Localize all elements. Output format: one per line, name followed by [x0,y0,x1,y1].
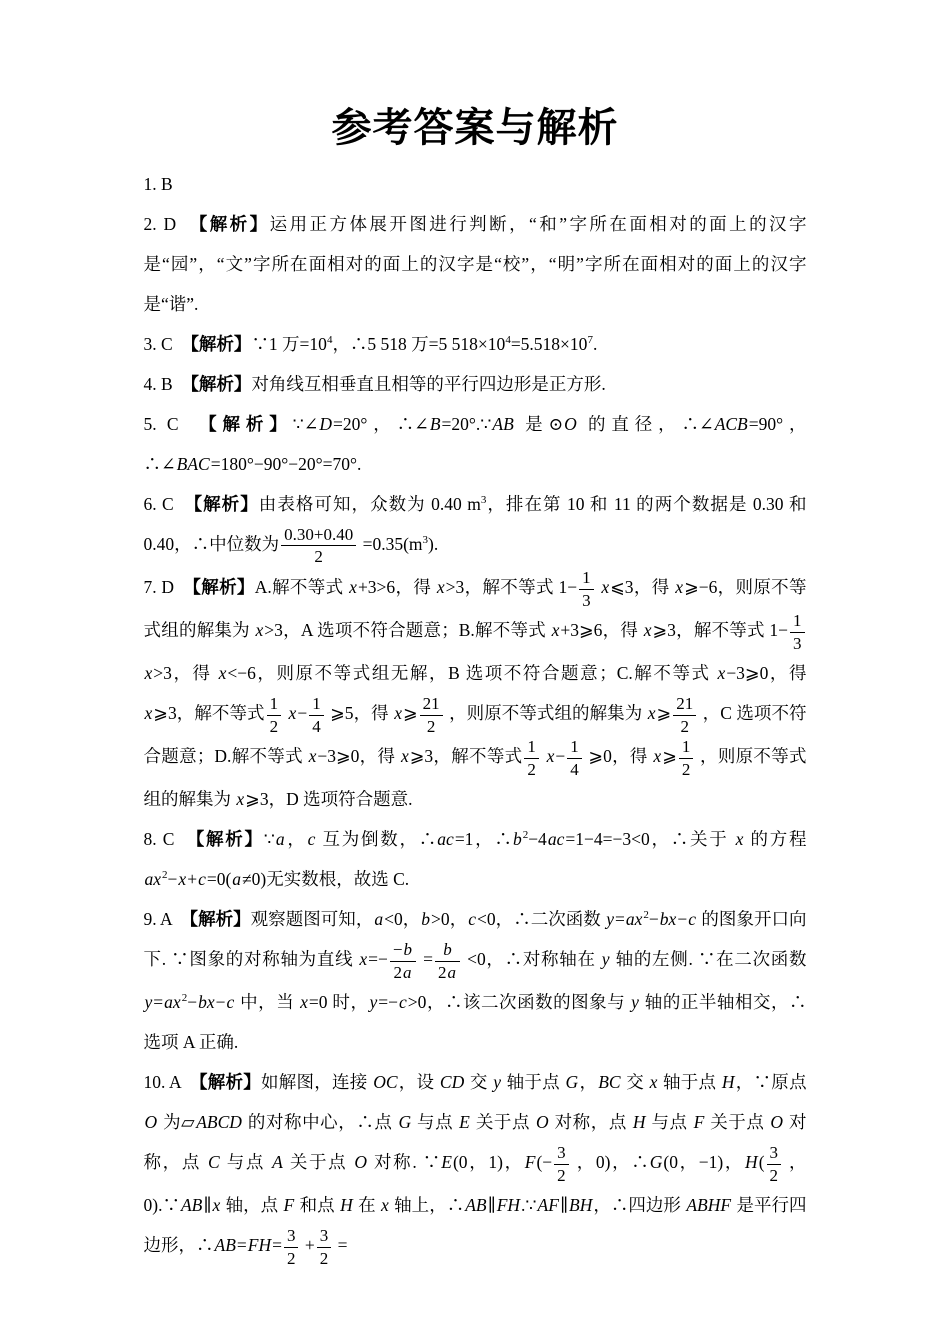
fraction-denominator: 4 [312,716,321,736]
fraction-denominator: 2 [681,759,691,779]
math-variable: ACB [714,414,748,434]
fraction-numerator: 1 [267,694,282,716]
analysis-label: 【解析】 [193,494,259,514]
fraction-numerator [435,940,460,962]
fraction-denominator: 2 [527,759,536,779]
math-variable: x [288,703,297,724]
math-variable: a [447,962,456,982]
fraction-numerator: 21 [673,694,696,716]
fraction [567,737,582,779]
math-variable: x [717,663,726,684]
math-variable: G [565,1072,579,1093]
fraction-denominator: 3 [582,590,591,610]
fraction-numerator: 1 [524,737,539,759]
math-variable: b [403,940,413,960]
math-variable: c [688,909,696,930]
fraction [281,525,356,567]
math-variable: ABHF [686,1195,732,1216]
fraction [435,940,460,982]
math-variable: b [443,940,452,960]
math-variable: x [546,746,555,767]
analysis-label: 【解析】 [192,577,255,598]
math-variable: O [564,414,577,434]
answer-item-6: 6. C 【解析】由表格可知，众数为 0.40 $m^3$，排在第 10 和 11 的两个数据是 0.30 和 0.40，∴中位数为 $\frac{0.30+0.40}{2}$ $=0.35(m^3)$. [143,494,807,567]
math-variable: BH [569,1195,593,1216]
math-variable: y [631,992,639,1013]
math-variable: ax [164,992,181,1013]
fraction [554,1143,569,1185]
math-variable: F [283,1195,295,1216]
fraction-denominator: 2 [680,716,689,736]
fraction-denominator: 2 [286,1248,296,1268]
math-variable: H [745,1152,758,1173]
math-variable: O [770,1112,784,1133]
math-variable: ABCD [196,1112,242,1133]
fraction [673,694,696,736]
fraction-numerator: 3 [767,1143,782,1165]
fraction-denominator: 4 [570,759,579,779]
math-variable: c [468,909,477,930]
math-variable: BAC [176,454,210,474]
math-variable: x [647,703,656,724]
fraction-denominator: 3 [793,633,802,653]
superscript: 2 [643,909,649,922]
fraction-numerator: 1 [579,568,594,590]
analysis-label: 【解析】 [190,334,252,354]
math-variable: a [232,869,242,890]
answer-item-7: 7. D 【解析】A.解不等式 x+3>6，得 x>3，解不等式 1− $\frac{1}{3}$ x⩽3，得 x⩾−6，则原不等式组的解集为 x>3，A 选项不符合题意；B.解不等式 x+3⩾6，得 x⩾3，解不等式 1− $\frac{1}{3}$ x>3，得 x<−6，则原不等式组无解，B 选项不符合题意；C.解不等式 x−3⩾0，得 x⩾3，解不等式 $\frac{1}{2}$ x− $\frac{1}{4}$ ⩾5，得 x⩾ $\frac{21}{2}$ ，则原不等式组的解集为 x⩾ $\frac{21}{2}$ ，C 选项不符合题意；D.解不等式 x−3⩾0，得 x⩾3，解不等式 $\frac{1}{2}$ x− $\frac{1}{4}$ ⩾0，得 x⩾ $\frac{1}{2}$ ，则原不等式组的解集为 x⩾3，D 选项符合题意. [143,567,807,810]
superscript: 3 [480,494,487,507]
math-variable: x [178,869,187,890]
superscript: 2 [522,829,529,842]
superscript: 7 [587,334,593,347]
fraction [524,737,539,779]
fraction [420,694,443,736]
fraction-numerator: 3 [554,1143,569,1165]
fraction-denominator: 2 [319,1248,329,1268]
answer-item-3: 3. C 【解析】∵1 万$=10^4$，∴5 518 万=5 $518\times 10^4=5.518\times 10^7$. [143,334,598,354]
superscript: 4 [505,334,511,347]
fraction-denominator: 2a [393,962,412,982]
math-variable: AB [492,414,514,434]
fraction-numerator: 1 [790,611,805,633]
math-variable: C [208,1152,220,1173]
math-variable: x [601,577,610,598]
math-variable: bx [198,992,215,1013]
analysis-label: 【解析】 [190,374,252,394]
math-variable: OC [373,1072,398,1093]
math-variable: c [307,829,316,850]
math-variable: x [236,789,245,810]
math-variable: G [649,1152,663,1173]
math-variable: O [144,1112,158,1133]
fraction [317,1226,332,1268]
math-variable: O [536,1112,549,1133]
fraction [790,611,805,653]
math-variable: x [394,703,402,724]
fraction-numerator: 21 [420,694,443,716]
math-variable: y [493,1072,502,1093]
fraction [579,568,594,610]
answer-item-10: 10. A 【解析】如解图，连接 OC，设 CD 交 y 轴于点 G，BC 交 x 轴于点 H，∵原点 O 为▱ABCD 的对称中心，∴点 G 与点 E 关于点 O 对称，点 H 与点 F 关于点 O 对称，点 C 与点 A 关于点 O 对称. ∵E(0，1)，F(− $\frac{3}{2}$ ，0)，∴G(0，−1)，H( $\frac{3}{2}$ ，0).∵AB∥x 轴，点 F 和点 H 在 x 轴上，∴AB∥FH.∵AF∥BH，∴四边形 ABHF 是平行四边形，∴AB=FH= $\frac{3}{2}$ + $\frac{3}{2}$ = [143,1072,807,1268]
math-variable: x [649,1072,658,1093]
math-variable: H [632,1112,646,1133]
superscript: 2 [181,992,188,1005]
math-variable: x [308,746,317,767]
fraction [767,1143,782,1185]
fraction-numerator: 3 [284,1226,299,1248]
math-variable: BC [598,1072,621,1093]
math-variable: a [402,962,412,982]
math-variable: E [441,1152,452,1173]
math-variable: F [524,1152,536,1173]
math-variable: ax [144,869,162,890]
math-variable: AB [214,1235,236,1256]
fraction-numerator: −b [390,940,416,962]
fraction-numerator: 1 [567,737,582,759]
answers-list [144,164,807,1268]
math-variable: D [319,414,333,434]
math-variable: ax [625,909,643,930]
math-variable: x [349,577,357,598]
math-variable: c [226,992,235,1013]
math-variable: E [459,1112,470,1133]
math-variable: x [675,577,684,598]
math-variable: x [144,663,153,684]
answer-item-8: 8. C 【解析】∵a，c 互为倒数，∴ac=1，$\therefore b^2-4ac=1-4=-3<0$，∴关于 x 的方程 $ax^2-x+c=0(a\ne 0)$无实数根，故选 C. [143,829,807,890]
math-variable: x [400,746,409,767]
analysis-label: 【解析】 [198,1072,262,1093]
superscript: 3 [422,534,429,547]
math-variable: H [721,1072,735,1093]
math-variable: F [693,1112,705,1133]
math-variable: x [551,620,560,641]
math-variable: FH [247,1235,272,1256]
math-variable: bx [659,909,677,930]
math-variable: c [399,992,407,1013]
fraction-denominator: 2a [437,962,456,982]
math-variable: x [643,620,652,641]
analysis-label: 【解析】 [207,414,293,434]
answer-item-9: 9. A 【解析】观察题图可知，a<0，b>0，c<0，∴二次函数 $y=ax^2-bx-c$ 的图象开口向下. ∵图象的对称轴为直线 x=− $\frac{-b}{2a}$ = $\frac{b}{2a}$ <0，∴对称轴在 y 轴的左侧. ∵在二次函数 $y=ax^2-bx-c$ 中，当 x=0 时，y=−c>0，∴该二次函数的图象与 y 轴的正半轴相交，∴选项 A 正确. [143,909,807,1053]
fraction [390,940,416,982]
answer-item-4: 4. B 【解析】对角线互相垂直且相等的平行四边形是正方形. [143,374,606,394]
math-variable: FH [496,1195,521,1216]
math-variable: A [272,1152,283,1173]
math-variable: ac [437,829,454,850]
math-variable: x [436,577,445,598]
math-variable: y [369,992,378,1013]
math-variable: CD [439,1072,465,1093]
analysis-label: 【解析】 [189,909,251,930]
math-variable: x [144,703,153,724]
math-variable: H [340,1195,353,1216]
math-variable: a [275,829,285,850]
math-variable: x [212,1195,221,1216]
superscript: 2 [162,869,168,882]
fraction [284,1226,299,1268]
fraction-denominator: 2 [769,1165,779,1185]
fraction [267,694,282,736]
math-variable: y [601,949,610,970]
fraction-denominator: 2 [269,716,279,736]
math-variable: c [198,869,206,890]
superscript: 4 [326,334,333,347]
page-title: 参考答案与解析 [331,105,619,150]
fraction-numerator: 1 [309,694,324,716]
fraction-denominator: 2 [426,716,436,736]
fraction-numerator: 0.30+0.40 [281,525,356,547]
analysis-label: 【解析】 [195,829,264,850]
math-variable: O [354,1152,367,1173]
math-variable: y [606,909,615,930]
math-variable: y [144,992,153,1013]
fraction-denominator: 2 [314,547,323,567]
math-variable: G [398,1112,412,1133]
math-variable: x [218,663,227,684]
fraction-numerator: 1 [679,737,694,759]
math-variable: AB [465,1195,487,1216]
math-variable: ac [547,829,565,850]
math-variable: B [429,414,441,434]
math-variable: x [300,992,308,1013]
fraction [309,694,324,736]
answer-item-2: 2. D 【解析】运用正方体展开图进行判断，“和”字所在面相对的面上的汉字是“园”，“文”字所在面相对的面上的汉字是“校”，“明”字所在面相对的面上的汉字是“谐”. [143,214,807,314]
answer-item-5: 5. C 【解析】∵∠D=20°，∴∠B=20°.∵AB 是⊙O 的直径，∴∠ACB=90°，∴∠BAC=180°−90°−20°=70°. [143,414,807,474]
analysis-label: 【解析】 [198,214,270,234]
math-variable: b [421,909,431,930]
math-variable: x [359,949,368,970]
math-variable: b [512,829,522,850]
math-variable: x [735,829,744,850]
fraction-denominator: 2 [557,1165,566,1185]
math-variable: AB [180,1195,203,1216]
math-variable: a [374,909,384,930]
fraction-numerator: 3 [317,1226,332,1248]
answer-item-1: 1. B [143,174,173,194]
math-variable: x [653,746,662,767]
math-variable: x [381,1195,389,1216]
fraction [679,737,694,779]
math-variable: AF [537,1195,559,1216]
math-variable: x [255,620,264,641]
